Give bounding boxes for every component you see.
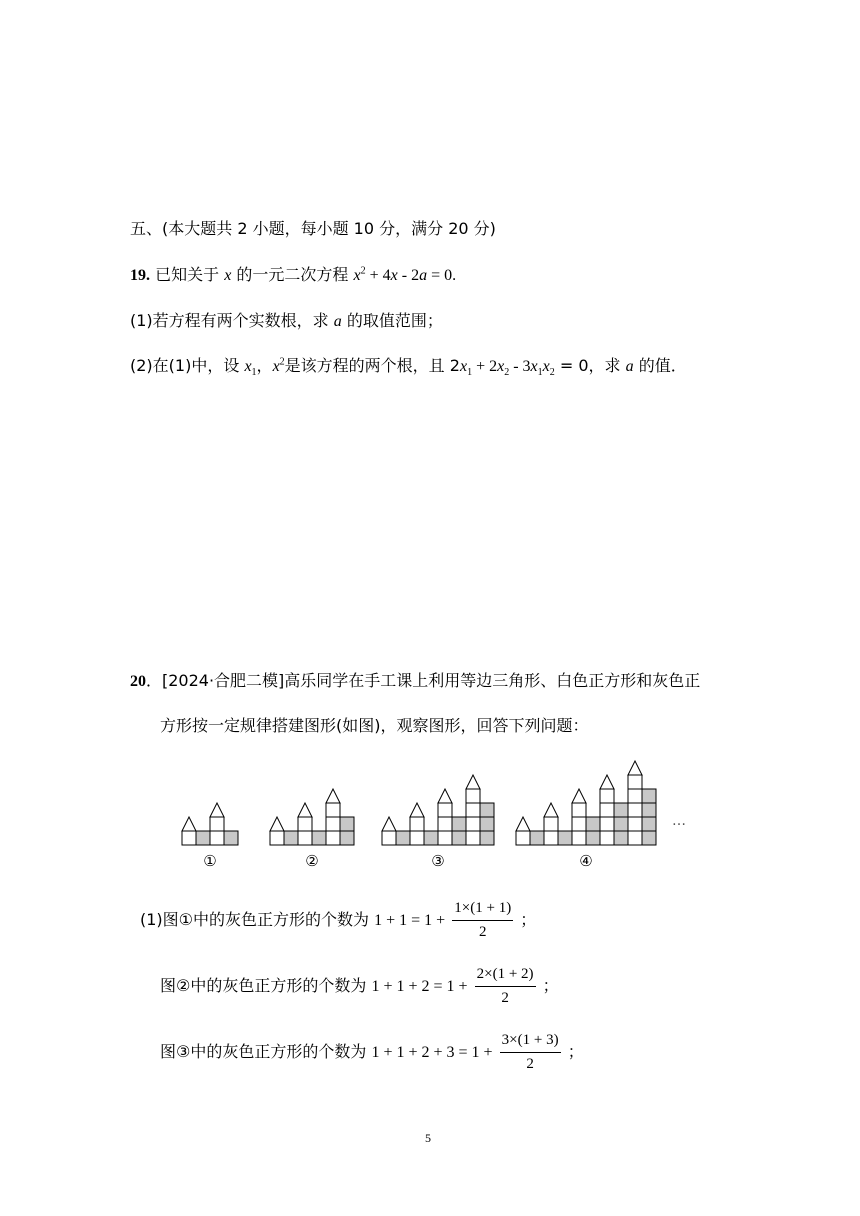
triangle <box>326 789 340 803</box>
gray-square <box>530 831 544 845</box>
white-square <box>298 831 312 845</box>
white-square <box>572 817 586 831</box>
triangle <box>572 789 586 803</box>
triangle <box>628 761 642 775</box>
white-square <box>628 789 642 803</box>
gray-square <box>396 831 410 845</box>
white-square <box>600 789 614 803</box>
q20-part1-line1: (1)图①中的灰色正方形的个数为 1 + 1 = 1 + $\frac{1\times(1 + 1)}{2}$ ； <box>140 900 537 940</box>
white-square <box>270 831 284 845</box>
q20-number: 20 <box>130 673 146 690</box>
pattern-figure <box>170 750 700 875</box>
triangle <box>516 817 530 831</box>
white-square <box>438 803 452 817</box>
white-square <box>628 817 642 831</box>
fraction: $\frac{2\times(1 + 2)}{2}$ <box>476 966 534 1006</box>
gray-square <box>196 831 210 845</box>
white-square <box>326 803 340 817</box>
white-square <box>628 803 642 817</box>
white-square <box>410 817 424 831</box>
fraction: $\frac{3\times(1 + 3)}{2}$ <box>501 1032 559 1072</box>
gray-square <box>614 817 628 831</box>
triangle <box>182 817 196 831</box>
gray-square <box>340 817 354 831</box>
q19-number: 19. <box>130 267 150 284</box>
gray-square <box>480 817 494 831</box>
fraction: $\frac{1\times(1 + 1)}{2}$ <box>454 900 512 940</box>
section-heading: 五、(本大题共 2 小题，每小题 10 分，满分 20 分) <box>130 219 496 238</box>
white-square <box>210 831 224 845</box>
white-square <box>628 831 642 845</box>
gray-square <box>586 831 600 845</box>
gray-square <box>480 831 494 845</box>
white-square <box>572 831 586 845</box>
white-square <box>600 817 614 831</box>
gray-square <box>480 803 494 817</box>
white-square <box>600 803 614 817</box>
white-square <box>326 817 340 831</box>
triangle <box>270 817 284 831</box>
q20-part1-line2: 图②中的灰色正方形的个数为 1 + 1 + 2 = 1 + $\frac{2\times(1 + 2)}{2}$ ； <box>160 966 559 1006</box>
white-square <box>516 831 530 845</box>
triangle <box>544 803 558 817</box>
white-square <box>382 831 396 845</box>
page-number: 5 <box>425 1131 431 1145</box>
gray-square <box>614 803 628 817</box>
white-square <box>466 831 480 845</box>
gray-square <box>614 831 628 845</box>
gray-square <box>452 831 466 845</box>
ellipsis: … <box>672 813 686 829</box>
figure-label: ① <box>203 852 217 870</box>
white-square <box>572 803 586 817</box>
white-square <box>298 817 312 831</box>
gray-square <box>642 831 656 845</box>
gray-square <box>642 789 656 803</box>
figure-label: ② <box>305 852 319 870</box>
q19-part2: (2)在(1)中，设 $x_1$，$x^2$是该方程的两个根，且 $2x_1 + 2x_2 - 3x_1x_2 = 0$，求 a 的值． <box>130 356 687 379</box>
white-square <box>544 831 558 845</box>
white-square <box>466 817 480 831</box>
white-square <box>628 775 642 789</box>
white-square <box>466 789 480 803</box>
white-square <box>210 817 224 831</box>
q20-stem-line2: 方形按一定规律搭建图形(如图)，观察图形，回答下列问题： <box>160 716 589 735</box>
gray-square <box>642 803 656 817</box>
gray-square <box>312 831 326 845</box>
triangle <box>410 803 424 817</box>
q19-part1: (1)若方程有两个实数根，求 a 的取值范围； <box>130 311 443 330</box>
gray-square <box>340 831 354 845</box>
triangle <box>466 775 480 789</box>
figure-label: ④ <box>579 852 593 870</box>
triangle <box>298 803 312 817</box>
gray-square <box>558 831 572 845</box>
white-square <box>182 831 196 845</box>
white-square <box>410 831 424 845</box>
white-square <box>544 817 558 831</box>
q19-stem: 19. 已知关于 x 的一元二次方程 $x^2 + 4x - 2a = 0$. <box>130 265 457 284</box>
white-square <box>326 831 340 845</box>
white-square <box>466 803 480 817</box>
white-square <box>438 831 452 845</box>
gray-square <box>424 831 438 845</box>
gray-square <box>284 831 298 845</box>
q20-part1-line3: 图③中的灰色正方形的个数为 1 + 1 + 2 + 3 = 1 + $\frac{3\times(1 + 3)}{2}$ ； <box>160 1032 584 1072</box>
figure-label: ③ <box>431 852 445 870</box>
gray-square <box>224 831 238 845</box>
triangle <box>438 789 452 803</box>
triangle <box>382 817 396 831</box>
white-square <box>438 817 452 831</box>
gray-square <box>452 817 466 831</box>
q20-stem-line1: 20．[2024·合肥二模]高乐同学在手工课上利用等边三角形、白色正方形和灰色正 <box>130 671 701 690</box>
gray-square <box>642 817 656 831</box>
white-square <box>600 831 614 845</box>
gray-square <box>586 817 600 831</box>
triangle <box>210 803 224 817</box>
triangle <box>600 775 614 789</box>
